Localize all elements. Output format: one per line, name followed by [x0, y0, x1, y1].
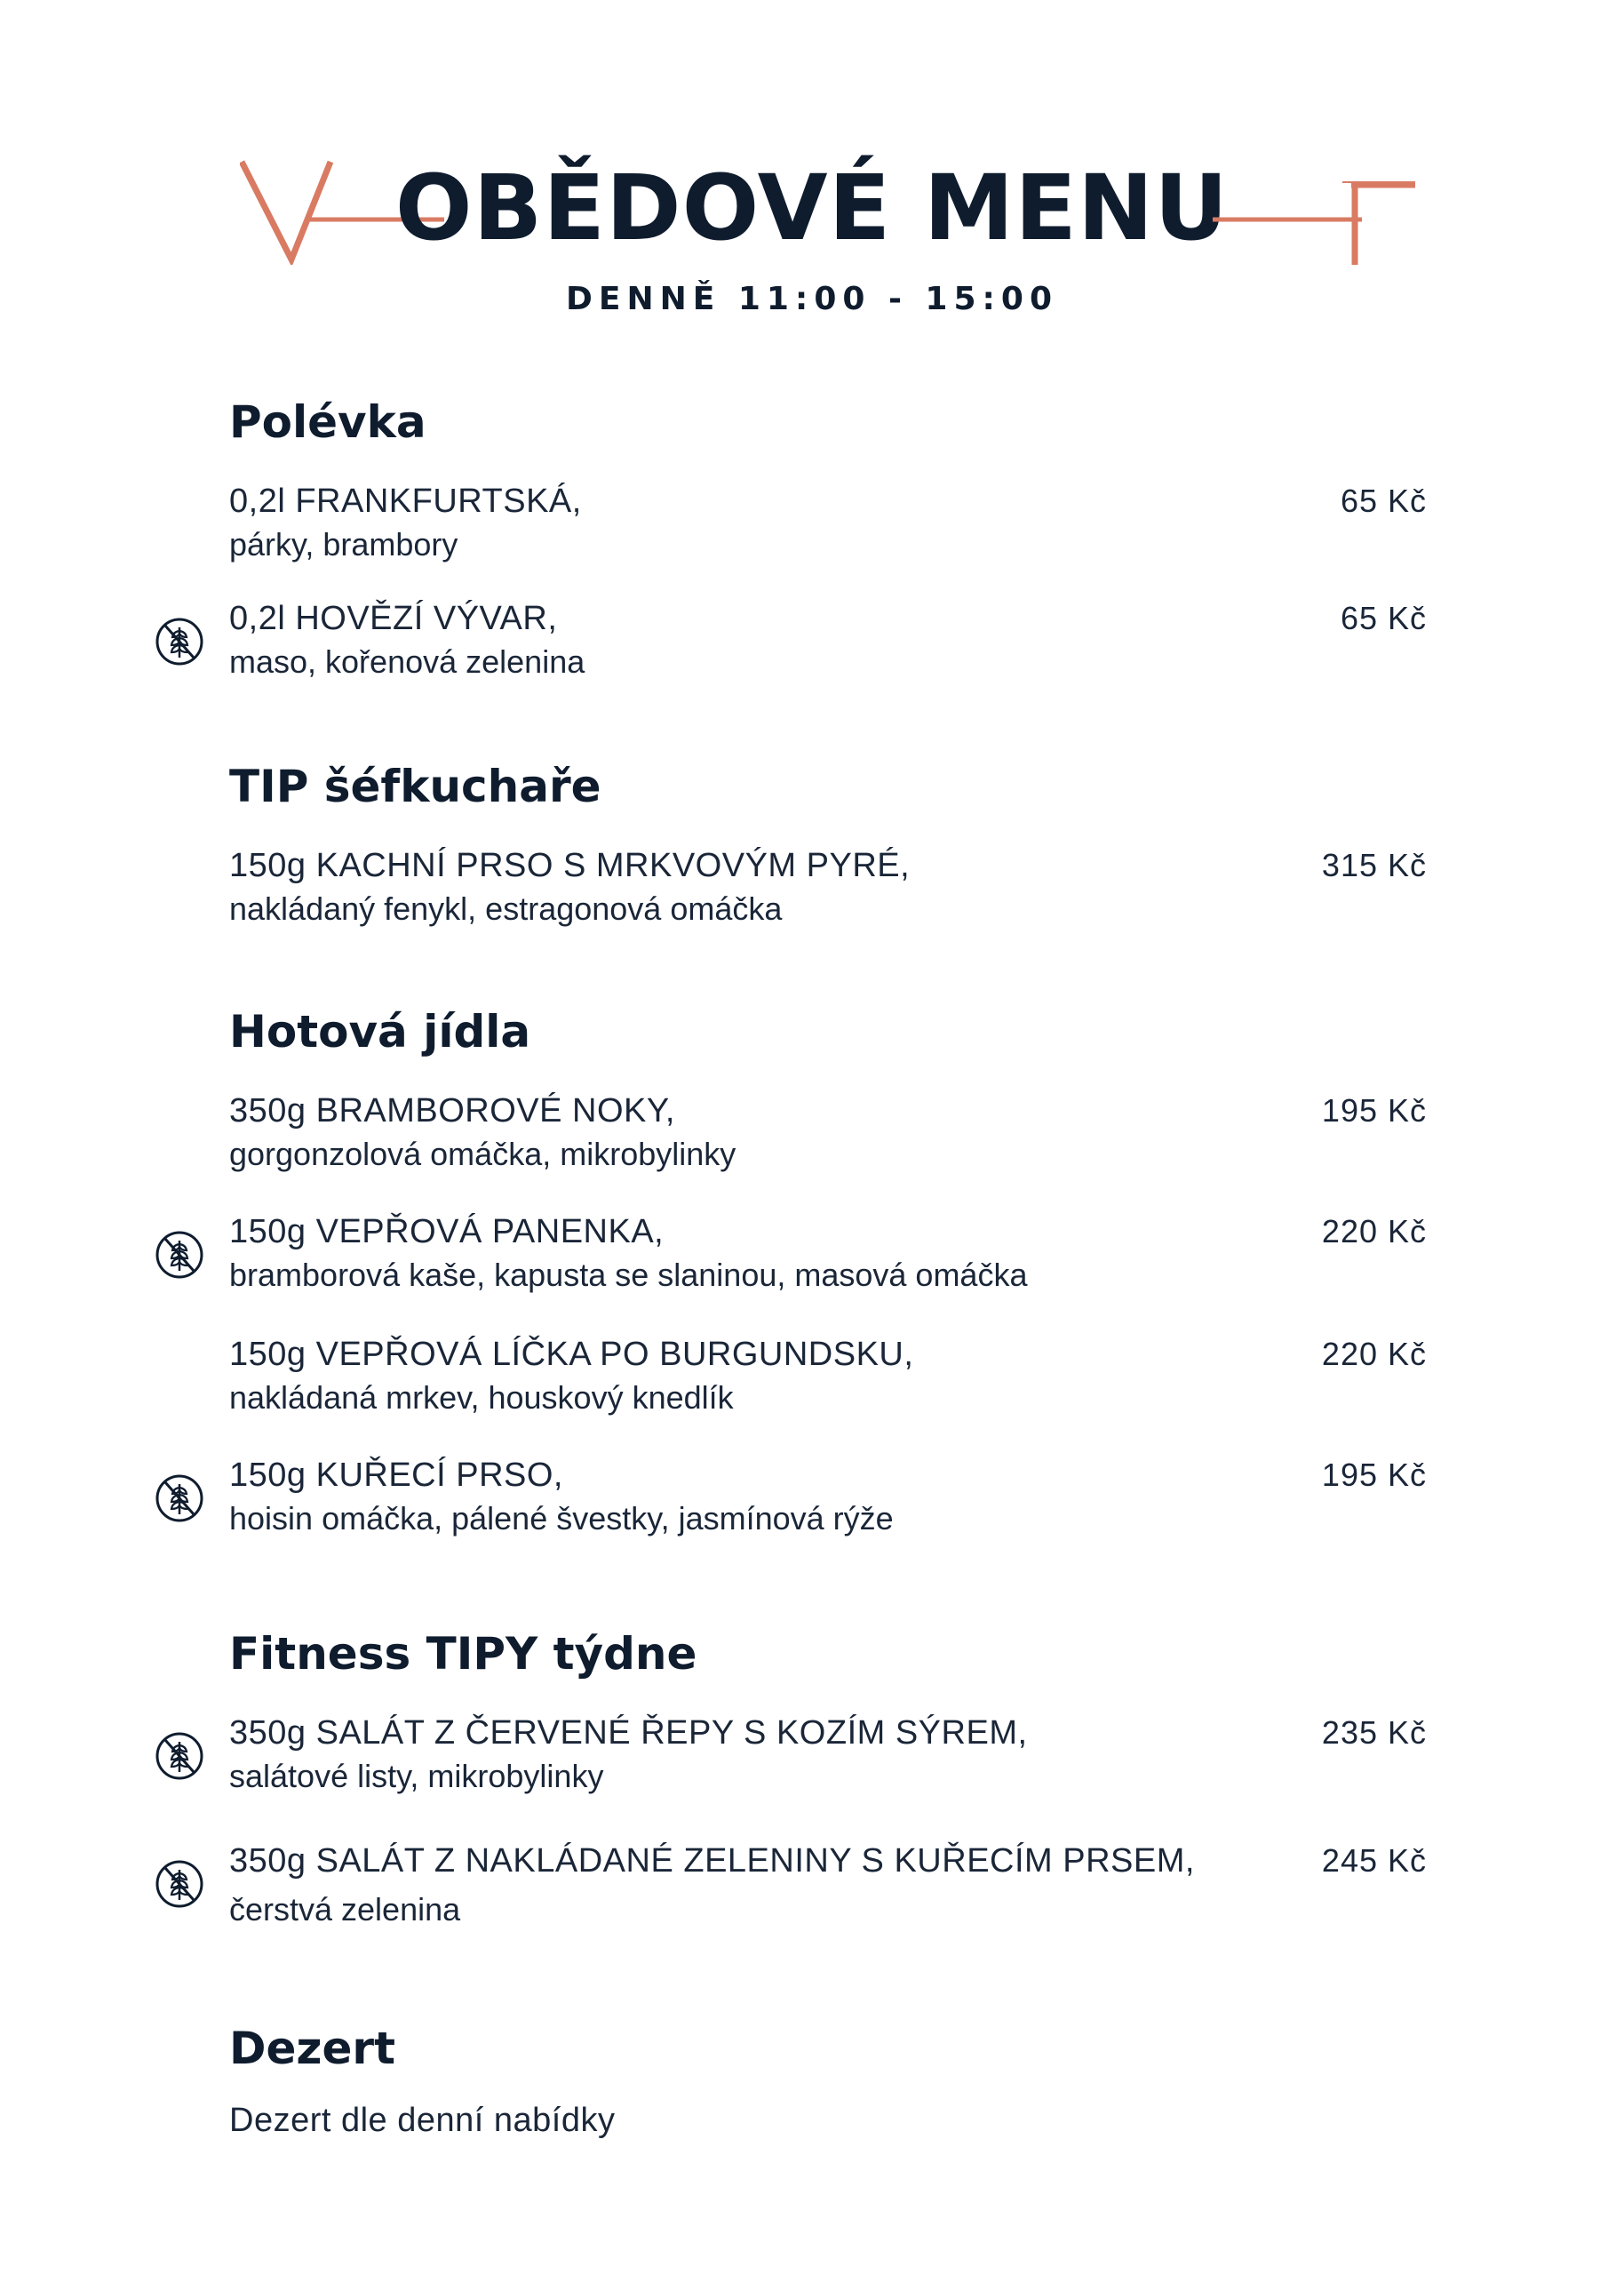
- item-description: gorgonzolová omáčka, mikrobylinky: [229, 1136, 736, 1172]
- gluten-free-icon: [155, 1473, 204, 1523]
- menu-item: [0, 2099, 1624, 2188]
- item-price: 235 Kč: [1321, 1714, 1427, 1751]
- menu-item: [0, 1090, 1624, 1178]
- menu-item: [0, 1454, 1624, 1543]
- section-title: Polévka: [229, 396, 426, 448]
- item-price: 220 Kč: [1321, 1213, 1427, 1249]
- item-description: nakládaný fenykl, estragonová omáčka: [229, 890, 783, 927]
- item-name: 350g SALÁT Z NAKLÁDANÉ ZELENINY S KUŘECÍM PRSEM,: [229, 1842, 1195, 1880]
- item-name: 350g BRAMBOROVÉ NOKY,: [229, 1092, 675, 1130]
- menu-item: [0, 480, 1624, 569]
- gluten-free-icon: [155, 617, 204, 667]
- item-name: 0,2l HOVĚZÍ VÝVAR,: [229, 600, 558, 637]
- menu-item: [0, 844, 1624, 933]
- gluten-free-icon: [155, 1731, 204, 1781]
- section-title: Dezert: [229, 2023, 395, 2074]
- item-description: nakládaná mrkev, houskový knedlík: [229, 1379, 734, 1416]
- gluten-free-icon: [155, 1859, 204, 1909]
- menu-item: [0, 1840, 1624, 1928]
- item-price: 245 Kč: [1321, 1842, 1427, 1879]
- item-price: 65 Kč: [1340, 483, 1427, 519]
- section-title: Fitness TIPY týdne: [229, 1628, 697, 1680]
- item-name: 0,2l FRANKFURTSKÁ,: [229, 483, 582, 520]
- section-title: Hotová jídla: [229, 1006, 531, 1058]
- item-name: 150g VEPŘOVÁ LÍČKA PO BURGUNDSKU,: [229, 1336, 914, 1373]
- menu-item: [0, 1712, 1624, 1800]
- item-name: 150g KUŘECÍ PRSO,: [229, 1457, 563, 1494]
- menu-header: [0, 133, 1624, 355]
- logo-right: [1204, 158, 1417, 265]
- menu-item: [0, 1333, 1624, 1422]
- item-name: Dezert dle denní nabídky: [229, 2102, 616, 2139]
- gluten-free-icon: [155, 1230, 204, 1280]
- item-description: čerstvá zelenina: [229, 1891, 461, 1928]
- page-title: OBĚDOVÉ MENU: [394, 156, 1230, 261]
- item-description: bramborová kaše, kapusta se slaninou, masová omáčka: [229, 1257, 1028, 1293]
- item-description: hoisin omáčka, pálené švestky, jasmínová rýže: [229, 1500, 894, 1537]
- item-price: 315 Kč: [1321, 847, 1427, 883]
- opening-hours: DENNĚ 11:00 - 15:00: [565, 281, 1059, 317]
- item-price: 220 Kč: [1321, 1336, 1427, 1372]
- item-price: 65 Kč: [1340, 600, 1427, 636]
- menu-item: [0, 597, 1624, 686]
- item-description: maso, kořenová zelenina: [229, 643, 585, 680]
- item-name: 350g SALÁT Z ČERVENÉ ŘEPY S KOZÍM SÝREM,: [229, 1714, 1028, 1752]
- item-name: 150g VEPŘOVÁ PANENKA,: [229, 1213, 665, 1250]
- item-description: salátové listy, mikrobylinky: [229, 1758, 604, 1794]
- item-price: 195 Kč: [1321, 1092, 1427, 1129]
- section-title: TIP šéfkuchaře: [229, 761, 601, 812]
- menu-item: [0, 1210, 1624, 1299]
- item-name: 150g KACHNÍ PRSO S MRKVOVÝM PYRÉ,: [229, 847, 911, 884]
- item-price: 195 Kč: [1321, 1457, 1427, 1493]
- item-description: párky, brambory: [229, 526, 458, 563]
